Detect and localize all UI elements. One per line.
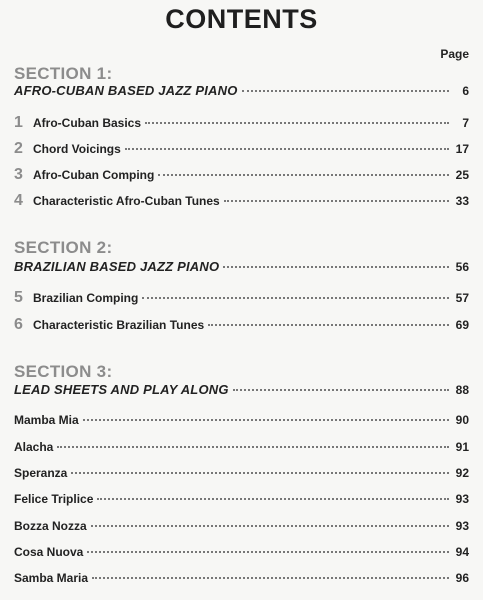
chapter-title: Characteristic Brazilian Tunes [33,318,205,332]
tune-title: Alacha [14,440,54,454]
dot-leader [242,90,449,92]
chapter-title: Chord Voicings [33,142,121,156]
section-3-label: SECTION 3: [14,362,113,381]
tune-title: Mamba Mia [14,413,79,427]
page-number: 91 [455,440,469,454]
page-number: 92 [455,466,469,480]
section-2-label: SECTION 2: [14,238,113,257]
dot-leader [125,148,449,150]
page-number: 88 [455,383,469,397]
chapter-number: 1 [14,114,23,131]
page-number: 6 [462,84,469,98]
chapter-title: Brazilian Comping [33,291,139,305]
toc-entry[interactable] [14,289,469,305]
section-2-subtitle: BRAZILIAN BASED JAZZ PIANO [14,259,220,274]
toc-entry[interactable] [14,466,469,482]
toc-entry[interactable] [14,140,469,156]
tune-title: Cosa Nuova [14,545,84,559]
dot-leader [233,389,449,391]
section-1-subtitle: AFRO-CUBAN BASED JAZZ PIANO [14,83,238,98]
dot-leader [224,200,449,202]
toc-entry[interactable] [14,192,469,208]
page-number: 96 [455,571,469,585]
chapter-title: Characteristic Afro-Cuban Tunes [33,194,220,208]
toc-entry[interactable] [14,114,469,130]
chapter-number: 4 [14,192,23,209]
chapter-number: 3 [14,166,23,183]
dot-leader [71,472,449,474]
page-number: 25 [455,168,469,182]
dot-leader [92,577,449,579]
page-number: 69 [455,318,469,332]
page-number: 94 [455,545,469,559]
section-3-subtitle: LEAD SHEETS AND PLAY ALONG [14,382,229,397]
toc-entry[interactable] [14,316,469,332]
dot-leader [97,498,449,500]
dot-leader [158,174,449,176]
page-number: 90 [455,413,469,427]
page-number: 57 [455,291,469,305]
tune-title: Felice Triplice [14,492,94,506]
page-number: 7 [462,116,469,130]
section-1-label: SECTION 1: [14,64,113,83]
section-3-subtitle-row[interactable] [14,382,469,398]
toc-entry[interactable] [14,413,469,429]
chapter-title: Afro-Cuban Basics [33,116,142,130]
tune-title: Bozza Nozza [14,519,87,533]
page-number: 17 [455,142,469,156]
toc-entry[interactable] [14,492,469,508]
chapter-number: 5 [14,289,23,306]
tune-title: Speranza [14,466,68,480]
toc-entry[interactable] [14,166,469,182]
dot-leader [142,297,449,299]
page-number: 93 [455,519,469,533]
page-title: CONTENTS [165,4,318,34]
dot-leader [145,122,449,124]
chapter-title: Afro-Cuban Comping [33,168,155,182]
chapter-number: 6 [14,316,23,333]
toc-entry[interactable] [14,440,469,456]
chapter-number: 2 [14,140,23,157]
dot-leader [208,324,449,326]
dot-leader [57,446,449,448]
dot-leader [91,525,449,527]
dot-leader [223,266,449,268]
toc-entry[interactable] [14,545,469,561]
toc-entry[interactable] [14,519,469,535]
page-column-header: Page [440,47,469,61]
section-1-subtitle-row[interactable] [14,83,469,99]
toc-entry[interactable] [14,571,469,587]
section-2-subtitle-row[interactable] [14,259,469,275]
dot-leader [87,551,449,553]
tune-title: Samba Maria [14,571,89,585]
page-number: 56 [455,260,469,274]
dot-leader [83,419,449,421]
page-number: 93 [455,492,469,506]
page-number: 33 [455,194,469,208]
